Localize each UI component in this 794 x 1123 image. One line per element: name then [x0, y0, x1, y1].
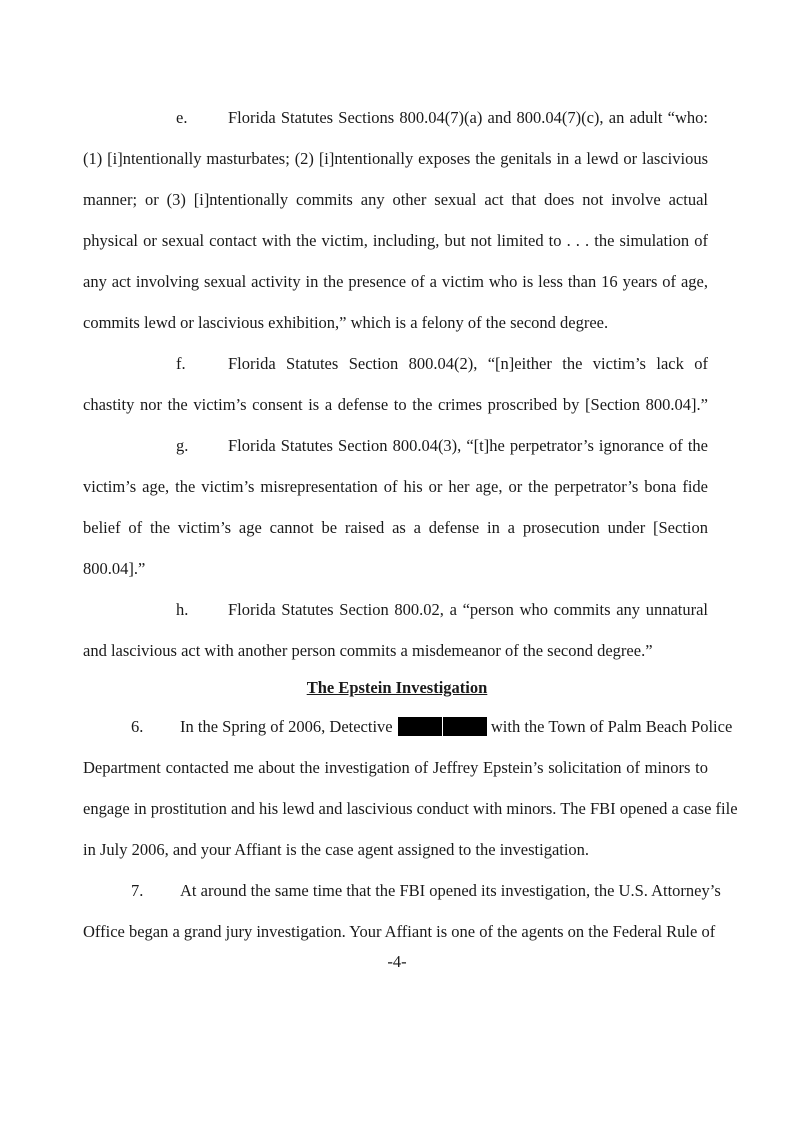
para-e-line-4: physical or sexual contact with the victim, including, but not limited to . . . the simulation of: [83, 231, 708, 250]
para-6-line-1: [180, 717, 733, 737]
para-e-line-1: Florida Statutes Sections 800.04(7)(a) and 800.04(7)(c), an adult “who:: [228, 108, 708, 127]
para-e-line-6: commits lewd or lascivious exhibition,” which is a felony of the second degree.: [83, 313, 609, 332]
para-h-line-1: Florida Statutes Section 800.02, a “person who commits any unnatural: [228, 600, 708, 619]
para-6-line-3: engage in prostitution and his lewd and lascivious conduct with minors. The FBI opened a case file: [83, 799, 738, 818]
para-7-line-1: At around the same time that the FBI opened its investigation, the U.S. Attorney’s: [180, 881, 721, 900]
para-f-line-2: chastity nor the victim’s consent is a defense to the crimes proscribed by [Section 800.04].”: [83, 395, 708, 414]
para-h-label: h.: [176, 600, 189, 619]
para-7-label: 7.: [131, 881, 144, 900]
para-6-line-2: Department contacted me about the investigation of Jeffrey Epstein’s solicitation of minors to: [83, 758, 708, 777]
para-g-line-4: 800.04].”: [83, 559, 146, 578]
para-h-line-2: and lascivious act with another person commits a misdemeanor of the second degree.”: [83, 641, 653, 660]
page-number: -4-: [387, 952, 407, 971]
para-6-line-1-before: In the Spring of 2006, Detective: [180, 717, 393, 736]
para-f-line-1: Florida Statutes Section 800.04(2), “[n]either the victim’s lack of: [228, 354, 708, 373]
redaction-box: [398, 717, 442, 736]
redaction-box: [443, 717, 487, 736]
para-g-line-3: belief of the victim’s age cannot be raised as a defense in a prosecution under [Section: [83, 518, 708, 537]
para-e-line-3: manner; or (3) [i]ntentionally commits any other sexual act that does not involve actual: [83, 190, 708, 209]
section-heading: The Epstein Investigation: [306, 678, 488, 697]
para-e-line-5: any act involving sexual activity in the presence of a victim who is less than 16 years of age,: [83, 272, 708, 291]
para-e-label: e.: [176, 108, 188, 127]
para-6-line-4: in July 2006, and your Affiant is the case agent assigned to the investigation.: [83, 840, 590, 859]
para-f-label: f.: [176, 354, 186, 373]
para-g-label: g.: [176, 436, 189, 455]
para-e-line-2: (1) [i]ntentionally masturbates; (2) [i]ntentionally exposes the genitals in a lewd or lascivious: [83, 149, 708, 168]
para-g-line-2: victim’s age, the victim’s misrepresentation of his or her age, or the perpetrator’s bona fide: [83, 477, 708, 496]
para-6-line-1-after: with the Town of Palm Beach Police: [490, 717, 733, 736]
para-6-label: 6.: [131, 717, 144, 736]
para-g-line-1: Florida Statutes Section 800.04(3), “[t]he perpetrator’s ignorance of the: [228, 436, 708, 455]
para-7-line-2: Office began a grand jury investigation. Your Affiant is one of the agents on the Federal Rule of: [83, 922, 716, 941]
